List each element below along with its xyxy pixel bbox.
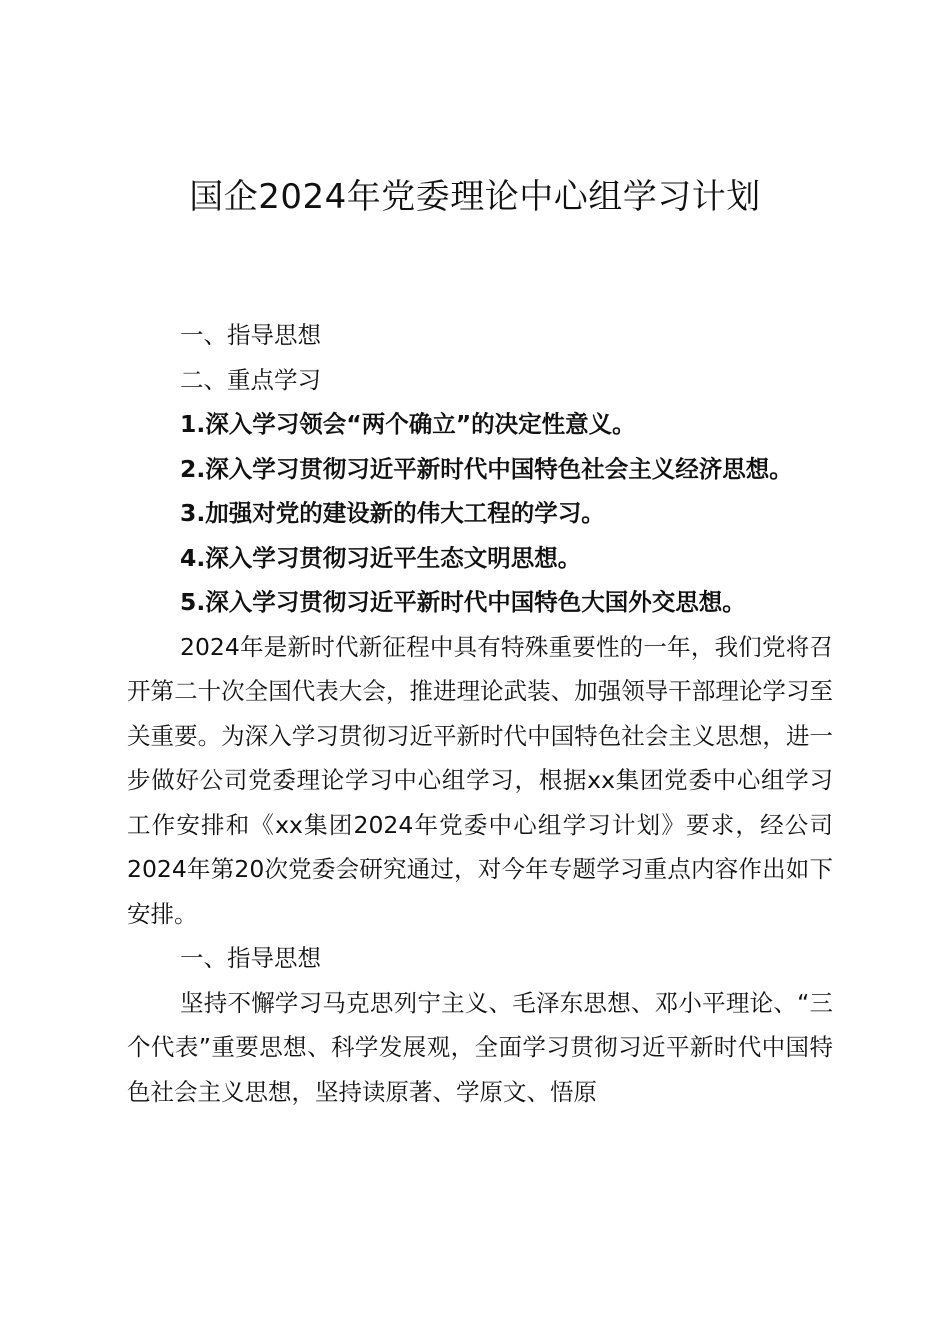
outline-item-key-study: 二、重点学习 bbox=[180, 365, 321, 394]
guiding-thought-paragraph: 坚持不懈学习马克思列宁主义、毛泽东思想、邓小平理论、“三个代表”重要思想、科学发展观，全面学习贯彻习近平新时代中国特色社会主义思想，坚持读原著、学原文、悟原 bbox=[127, 988, 833, 1106]
document-body bbox=[127, 313, 833, 1114]
document-title: 国企2024年党委理论中心组学习计划 bbox=[189, 177, 761, 217]
section-heading-guiding-thought: 一、指导思想 bbox=[180, 944, 321, 972]
key-point-4: 4.深入学习贯彻习近平生态文明思想。 bbox=[180, 543, 582, 572]
key-point-1: 1.深入学习领会“两个确立”的决定性意义。 bbox=[180, 410, 636, 438]
key-point-5: 5.深入学习贯彻习近平新时代中国特色大国外交思想。 bbox=[180, 588, 746, 616]
key-point-3: 3.加强对党的建设新的伟大工程的学习。 bbox=[180, 499, 605, 527]
outline-item-guiding-thought: 一、指导思想 bbox=[180, 321, 321, 349]
key-point-2: 2.深入学习贯彻习近平新时代中国特色社会主义经济思想。 bbox=[180, 454, 793, 483]
intro-paragraph: 2024年是新时代新征程中具有特殊重要性的一年，我们党将召开第二十次全国代表大会，推进理论武装、加强领导干部理论学习至关重要。为深入学习贯彻习近平新时代中国特色社会主义思想，进一步做好公司党委理论学习中心组学习，根据xx集团党委中心组学习工作安排和《xx集团2024年党委中心组学习计划》要求，经公司2024年第20次党委会研究通过，对今年专题学习重点内容作出如下安排。 bbox=[127, 632, 833, 928]
